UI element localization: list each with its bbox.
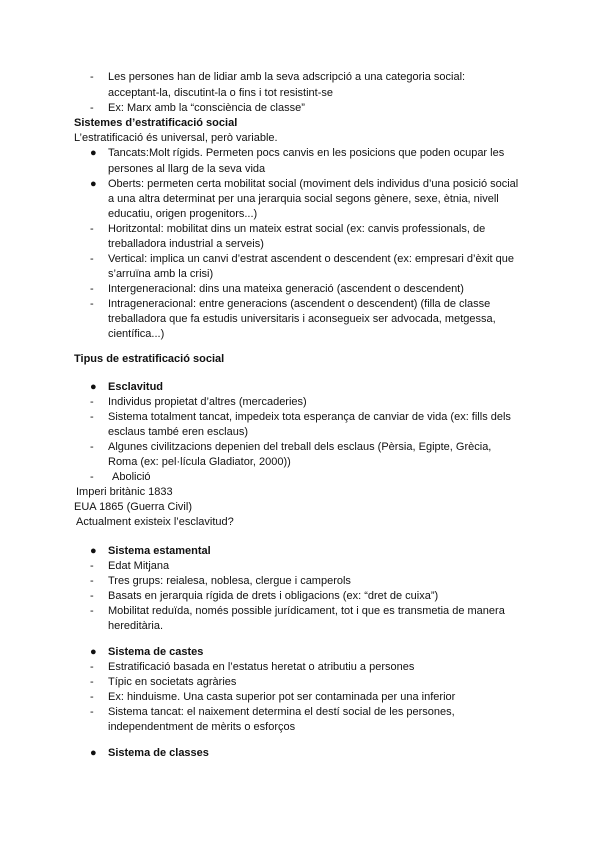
list-item-line: Basats en jerarquia rígida de drets i obligacions (ex: “dret de cuixa”) [108,590,439,602]
list-item-line: Estratificació basada en l’estatus heretat o atributiu a persones [108,661,415,673]
subsection-title-estamental: Sistema estamental [108,545,211,557]
list-item-line: treballadora que fa estudis universitaris i aconsegueix ser advocada, metgessa, [108,313,496,325]
subsection-title-castes: Sistema de castes [108,646,204,658]
dash-marker: - [90,223,94,235]
subsection-title-esclavitud: Esclavitud [108,381,164,393]
list-item-line: Abolició [112,471,151,483]
list-item-line: acceptant-la, discutint-la o fins i tot resistint-se [108,87,333,99]
dash-marker: - [90,605,94,617]
list-item-line: Oberts: permeten certa mobilitat social (moviment dels individus d’una posició social [108,178,519,190]
text-line: EUA 1865 (Guerra Civil) [74,501,192,513]
list-item-line: a una altra determinat per una jerarquia social segons gènere, sexe, ètnia, nivell [108,193,499,205]
list-item-line: Individus propietat d’altres (mercaderies) [108,396,307,408]
text-line: Imperi britànic 1833 [76,486,173,498]
text-line: Actualment existeix l’esclavitud? [76,516,234,528]
list-item-line: persones al llarg de la seva vida [108,163,266,175]
bullet-marker: ● [90,147,97,159]
subsection-title-classes: Sistema de classes [108,747,209,759]
list-item-line: s’arruïna amb la crisi) [108,268,214,280]
list-item-line: Mobilitat reduïda, només possible jurídicament, tot i que es transmetia de manera [108,605,505,617]
list-item-line: Vertical: implica un canvi d’estrat ascendent o descendent (ex: empresari d’èxit que [108,253,514,265]
list-item-line: Intrageneracional: entre generacions (ascendent o descendent) (filla de classe [108,298,491,310]
list-item-line: Ex: Marx amb la “consciència de classe” [108,102,305,114]
dash-marker: - [90,706,94,718]
section-heading-sistemes: Sistemes d’estratificació social [74,117,238,129]
bullet-marker: ● [90,381,97,393]
dash-marker: - [90,102,94,114]
list-item-line: hereditària. [108,620,164,632]
dash-marker: - [90,661,94,673]
dash-marker: - [90,560,94,572]
dash-marker: - [90,575,94,587]
list-item-line: Horitzontal: mobilitat dins un mateix estrat social (ex: canvis professionals, de [108,223,486,235]
list-item-line: treballadora industrial a serveis) [108,238,264,250]
list-item-line: esclaus també eren esclaus) [108,426,249,438]
list-item-line: Roma (ex: pel·lícula Gladiator, 2000)) [108,456,291,468]
dash-marker: - [90,396,94,408]
dash-marker: - [90,253,94,265]
list-item-line: Intergeneracional: dins una mateixa generació (ascendent o descendent) [108,283,464,295]
list-item-line: Algunes civilitzacions depenien del treball dels esclaus (Pèrsia, Egipte, Grècia, [108,441,492,453]
dash-marker: - [90,676,94,688]
dash-marker: - [90,471,94,483]
bullet-marker: ● [90,646,97,658]
dash-marker: - [90,590,94,602]
list-item-line: Tancats:Molt rígids. Permeten pocs canvis en les posicions que poden ocupar les [108,147,505,159]
dash-marker: - [90,298,94,310]
bullet-marker: ● [90,545,97,557]
list-item-line: Sistema tancat: el naixement determina el destí social de les persones, [108,706,455,718]
dash-marker: - [90,441,94,453]
dash-marker: - [90,283,94,295]
list-item-line: educatiu, origen progenitors...) [108,208,258,220]
dash-marker: - [90,691,94,703]
section-heading-tipus: Tipus de estratificació social [74,353,225,365]
list-item-line: Edat Mitjana [108,560,170,572]
list-item-line: Tres grups: reialesa, noblesa, clergue i camperols [108,575,351,587]
section-intro: L’estratificació és universal, però variable. [74,132,278,144]
list-item-line: científica...) [108,328,165,340]
list-item-line: Sistema totalment tancat, impedeix tota esperança de canviar de vida (ex: fills dels [108,411,511,423]
list-item-line: Les persones han de lidiar amb la seva adscripció a una categoria social: [108,71,466,83]
bullet-marker: ● [90,178,97,190]
list-item-line: Ex: hinduisme. Una casta superior pot ser contaminada per una inferior [108,691,456,703]
dash-marker: - [90,71,94,83]
bullet-marker: ● [90,747,97,759]
dash-marker: - [90,411,94,423]
list-item-line: independentment de mèrits o esforços [108,721,296,733]
list-item-line: Típic en societats agràries [108,676,237,688]
